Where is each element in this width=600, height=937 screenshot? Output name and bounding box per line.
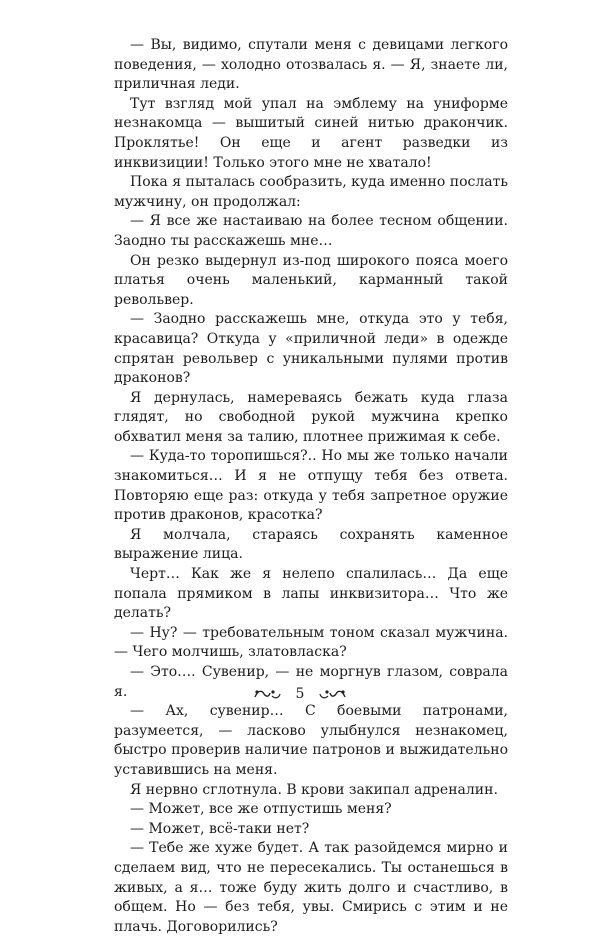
paragraph: Тут взгляд мой упал на эмблему на униформе незнакомца — вышитый синей нитью дракончик. Проклятье! Он еще и агент разведки из инквизиции! Только этого мне не хватало! [114,95,508,171]
paragraph: — Вы, видимо, спутали меня с девицами легкого поведения, — холодно отозвалась я. — Я, знаете ли, приличная леди. [114,37,508,93]
paragraph: — Может, всё-таки нет? [130,820,310,837]
page-number: 5 [295,686,305,702]
paragraph: Пока я пыталась сообразить, куда именно послать мужчину, он продолжал: [114,174,508,210]
paragraph: — Ах, сувенир… С боевыми патронами, разумеется, — ласково улыбнулся незнакомец, быстро проверив наличие патронов и выжидательно уставившись на меня. [114,703,508,778]
page-footer [0,686,600,702]
paragraph: — Куда-то торопишься?.. Но мы же только начали знакомиться… И я не отпущу тебя без ответа. Повторяю еще раз: откуда у тебя запретное оружие против драконов, красотка? [114,448,508,524]
paragraph: — Тебе же хуже будет. А так разойдемся мирно и сделаем вид, что не пересекались. Ты останешься в живых, а я… тоже буду жить долго и счастливо, в общем. Но — без тебя, увы. Смирись с этим и не плачь. Договорились? [114,840,508,935]
body-text [114,36,508,937]
right-ornament-icon [318,688,348,700]
paragraph: — Может, все же отпустишь меня? [130,801,392,818]
paragraph: Я нервно сглотнула. В крови закипал адреналин. [130,781,498,798]
paragraph: — Ну? — требовательным тоном сказал мужчина. — Чего молчишь, златовласка? [114,624,508,661]
paragraph: Я дернулась, намереваясь бежать куда глаза глядят, но свободной рукой мужчина крепко обхватил меня за талию, плотнее прижимая к себе. [114,389,508,445]
left-ornament-icon [252,688,282,700]
paragraph: Я молчала, стараясь сохранять каменное выражение лица. [114,526,508,563]
paragraph: — Заодно расскажешь мне, откуда это у тебя, красавица? Откуда у «приличной леди» в одежде спрятан револьвер с уникальными пулями против драконов? [114,311,508,387]
paragraph: Он резко выдернул из-под широкого пояса моего платья очень маленький, карманный такой револьвер. [114,252,508,308]
paragraph: — Это…. Сувенир, — не моргнув глазом, соврала я. [114,664,508,700]
paragraph: Черт… Как же я нелепо спалилась… Да еще попала прямиком в лапы инквизитора… Что же делать? [114,566,508,622]
paragraph: — Я все же настаиваю на более тесном общении. Заодно ты расскажешь мне… [114,213,508,249]
